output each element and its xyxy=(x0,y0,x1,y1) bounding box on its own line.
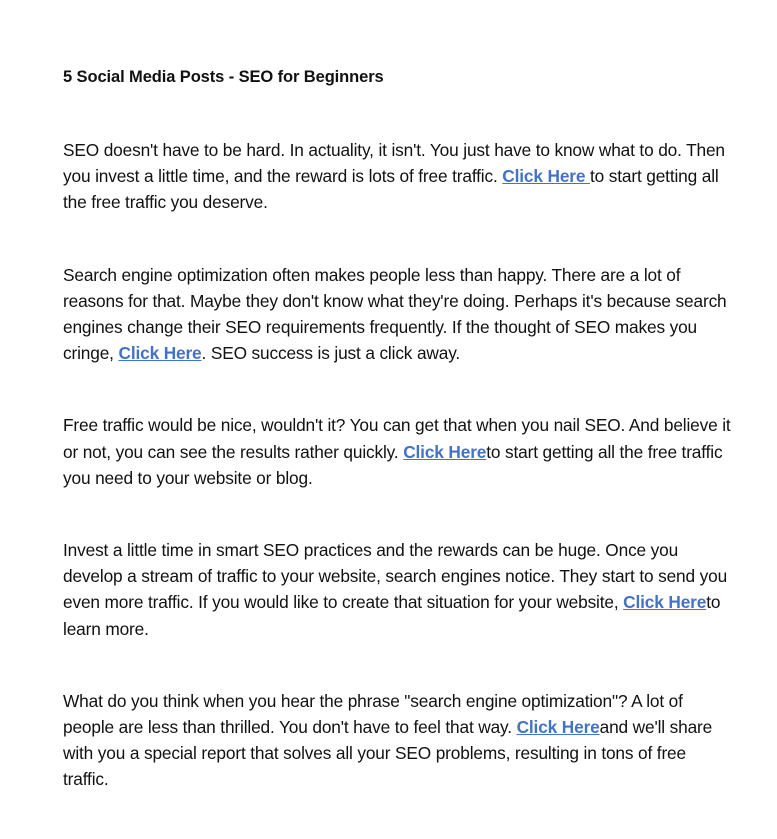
click-here-link-5[interactable]: Click Here xyxy=(516,717,600,738)
paragraph-text: Invest a little time in smart SEO practices and the rewards can be huge. Once you develop a stream of traffic to your website, search engines notice. They start to send you even more traffic. If you would like to create that situation for your website, xyxy=(63,540,728,613)
click-here-link-2[interactable]: Click Here xyxy=(118,343,202,364)
paragraph-text: to learn more. xyxy=(63,592,721,639)
paragraph-text: to start getting all the free traffic you need to your website or blog. xyxy=(63,441,723,488)
paragraph-text: . SEO success is just a click away. xyxy=(201,343,461,364)
paragraph-text: SEO doesn't have to be hard. In actuality, it isn't. You just have to know what to do. Then you invest a little time, and the reward is lots of free traffic. xyxy=(63,140,725,187)
paragraph-1 xyxy=(63,137,733,216)
paragraph-text: to start getting all the free traffic you deserve. xyxy=(63,166,719,213)
document-title: 5 Social Media Posts - SEO for Beginners xyxy=(63,68,384,86)
paragraph-text: What do you think when you hear the phrase "search engine optimization"? A lot of people are less than thrilled. You don't have to feel that way. xyxy=(63,690,683,738)
paragraph-text: Free traffic would be nice, wouldn't it? You can get that when you nail SEO. And believe it or not, you can see the results rather quickly. xyxy=(63,415,731,462)
click-here-link-1[interactable]: Click Here xyxy=(502,166,590,187)
paragraph-text: Search engine optimization often makes people less than happy. There are a lot of reasons for that. Maybe they don't know what they're doing. Perhaps it's because search engines change their SEO requirements frequently. If the thought of SEO makes you cringe, xyxy=(63,264,727,364)
click-here-link-3[interactable]: Click Here xyxy=(403,441,487,462)
paragraph-2 xyxy=(63,262,733,367)
paragraph-4 xyxy=(63,537,733,642)
document-page xyxy=(63,64,733,839)
paragraph-3 xyxy=(63,412,733,491)
paragraph-text: and we'll share with you a special report that solves all your SEO problems, resulting in tons of free traffic. xyxy=(63,717,713,790)
click-here-link-4[interactable]: Click Here xyxy=(623,592,707,613)
paragraph-5 xyxy=(63,688,733,793)
